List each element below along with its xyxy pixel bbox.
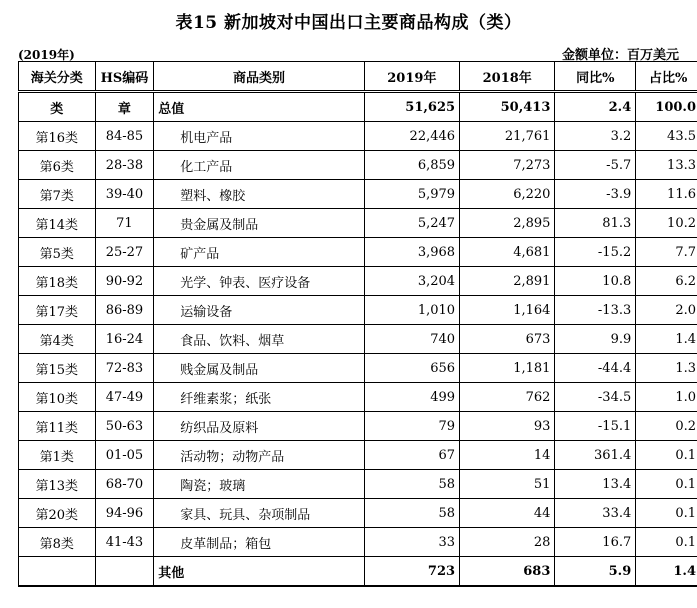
cell-category	[19, 557, 96, 587]
cell-category: 第17类	[19, 296, 96, 325]
cell-name: 陶瓷；玻璃	[154, 470, 364, 499]
cell-yoy: 10.8	[555, 267, 636, 296]
cell-hs: 90-92	[95, 267, 154, 296]
cell-name: 矿产品	[154, 238, 364, 267]
cell-category: 第7类	[19, 180, 96, 209]
cell-name: 光学、钟表、医疗设备	[154, 267, 364, 296]
cell-2018: 1,164	[460, 296, 555, 325]
cell-2019: 6,859	[364, 151, 459, 180]
cell-hs: 84-85	[95, 122, 154, 151]
cell-2019: 58	[364, 499, 459, 528]
cell-yoy: 361.4	[555, 441, 636, 470]
cell-category: 第13类	[19, 470, 96, 499]
cell-2018: 7,273	[460, 151, 555, 180]
cell-name: 纺织品及原料	[154, 412, 364, 441]
table-row	[19, 383, 697, 412]
total-share: 100.0	[636, 92, 697, 122]
cell-yoy: -5.7	[555, 151, 636, 180]
cell-2019: 5,979	[364, 180, 459, 209]
cell-category: 第4类	[19, 325, 96, 354]
cell-2018: 2,891	[460, 267, 555, 296]
header-2018: 2018年	[460, 62, 555, 92]
cell-2018: 673	[460, 325, 555, 354]
header-yoy: 同比%	[555, 62, 636, 92]
cell-2019: 22,446	[364, 122, 459, 151]
cell-hs	[95, 557, 154, 587]
cell-category: 第6类	[19, 151, 96, 180]
cell-yoy: 33.4	[555, 499, 636, 528]
cell-hs: 28-38	[95, 151, 154, 180]
cell-2018: 4,681	[460, 238, 555, 267]
cell-share: 0.1	[636, 499, 697, 528]
header-row	[19, 62, 697, 92]
cell-category: 第20类	[19, 499, 96, 528]
cell-hs: 94-96	[95, 499, 154, 528]
header-name: 商品类别	[154, 62, 364, 92]
total-row	[19, 92, 697, 122]
cell-name: 化工产品	[154, 151, 364, 180]
cell-hs: 25-27	[95, 238, 154, 267]
table-row	[19, 209, 697, 238]
cell-yoy: -44.4	[555, 354, 636, 383]
cell-2019: 499	[364, 383, 459, 412]
cell-category: 第1类	[19, 441, 96, 470]
cell-name: 贱金属及制品	[154, 354, 364, 383]
cell-2019: 3,204	[364, 267, 459, 296]
table-row	[19, 151, 697, 180]
cell-2018: 762	[460, 383, 555, 412]
cell-yoy: 13.4	[555, 470, 636, 499]
cell-hs: 71	[95, 209, 154, 238]
cell-name: 家具、玩具、杂项制品	[154, 499, 364, 528]
cell-hs: 72-83	[95, 354, 154, 383]
cell-share: 1.3	[636, 354, 697, 383]
total-hs: 章	[95, 92, 154, 122]
cell-name: 纤维素浆；纸张	[154, 383, 364, 412]
cell-yoy: 16.7	[555, 528, 636, 557]
cell-share: 1.4	[636, 325, 697, 354]
cell-2019: 58	[364, 470, 459, 499]
table-row	[19, 296, 697, 325]
cell-category: 第15类	[19, 354, 96, 383]
cell-share: 13.3	[636, 151, 697, 180]
cell-2018: 2,895	[460, 209, 555, 238]
cell-share: 0.1	[636, 441, 697, 470]
cell-2018: 51	[460, 470, 555, 499]
cell-name: 食品、饮料、烟草	[154, 325, 364, 354]
table-header	[19, 62, 697, 92]
cell-category: 第18类	[19, 267, 96, 296]
cell-yoy: 3.2	[555, 122, 636, 151]
cell-hs: 01-05	[95, 441, 154, 470]
cell-yoy: -15.1	[555, 412, 636, 441]
other-row	[19, 557, 697, 587]
cell-yoy: 5.9	[555, 557, 636, 587]
table-row	[19, 325, 697, 354]
header-2019: 2019年	[364, 62, 459, 92]
cell-yoy: -3.9	[555, 180, 636, 209]
cell-hs: 86-89	[95, 296, 154, 325]
cell-share: 1.0	[636, 383, 697, 412]
cell-name: 机电产品	[154, 122, 364, 151]
cell-2018: 21,761	[460, 122, 555, 151]
table-body	[19, 92, 697, 587]
table-row	[19, 412, 697, 441]
cell-category: 第14类	[19, 209, 96, 238]
cell-2019: 79	[364, 412, 459, 441]
cell-name: 皮革制品；箱包	[154, 528, 364, 557]
cell-share: 10.2	[636, 209, 697, 238]
year-note: (2019年)	[18, 48, 75, 62]
cell-yoy: -15.2	[555, 238, 636, 267]
cell-share: 2.0	[636, 296, 697, 325]
table-row	[19, 499, 697, 528]
total-2019: 51,625	[364, 92, 459, 122]
unit-note: 金额单位：百万美元	[561, 48, 679, 63]
cell-2019: 5,247	[364, 209, 459, 238]
table-row	[19, 122, 697, 151]
header-share: 占比%	[636, 62, 697, 92]
total-name: 总值	[154, 92, 364, 122]
cell-name: 运输设备	[154, 296, 364, 325]
total-category: 类	[19, 92, 96, 122]
cell-2019: 67	[364, 441, 459, 470]
cell-2018: 6,220	[460, 180, 555, 209]
export-composition-table	[18, 61, 697, 587]
cell-2018: 93	[460, 412, 555, 441]
cell-share: 7.7	[636, 238, 697, 267]
table-row	[19, 528, 697, 557]
cell-hs: 47-49	[95, 383, 154, 412]
table-row	[19, 354, 697, 383]
cell-hs: 16-24	[95, 325, 154, 354]
cell-2019: 1,010	[364, 296, 459, 325]
table-row	[19, 267, 697, 296]
cell-hs: 39-40	[95, 180, 154, 209]
cell-name: 塑料、橡胶	[154, 180, 364, 209]
header-category: 海关分类	[19, 62, 96, 92]
cell-2018: 44	[460, 499, 555, 528]
cell-2018: 14	[460, 441, 555, 470]
cell-2019: 723	[364, 557, 459, 587]
cell-2019: 33	[364, 528, 459, 557]
table-row	[19, 441, 697, 470]
cell-yoy: 81.3	[555, 209, 636, 238]
cell-name: 活动物；动物产品	[154, 441, 364, 470]
cell-category: 第11类	[19, 412, 96, 441]
table-row	[19, 238, 697, 267]
cell-category: 第5类	[19, 238, 96, 267]
cell-yoy: 9.9	[555, 325, 636, 354]
cell-hs: 41-43	[95, 528, 154, 557]
cell-share: 43.5	[636, 122, 697, 151]
table-row	[19, 470, 697, 499]
cell-category: 第10类	[19, 383, 96, 412]
cell-share: 0.1	[636, 470, 697, 499]
table-title: 表15 新加坡对中国出口主要商品构成（类）	[175, 13, 522, 33]
cell-2018: 683	[460, 557, 555, 587]
cell-share: 0.1	[636, 528, 697, 557]
cell-category: 第16类	[19, 122, 96, 151]
cell-name: 贵金属及制品	[154, 209, 364, 238]
cell-yoy: -34.5	[555, 383, 636, 412]
table-row	[19, 180, 697, 209]
cell-2019: 3,968	[364, 238, 459, 267]
cell-2019: 656	[364, 354, 459, 383]
header-hs: HS编码	[95, 62, 154, 92]
cell-2018: 28	[460, 528, 555, 557]
cell-yoy: -13.3	[555, 296, 636, 325]
total-yoy: 2.4	[555, 92, 636, 122]
cell-hs: 50-63	[95, 412, 154, 441]
cell-2019: 740	[364, 325, 459, 354]
cell-hs: 68-70	[95, 470, 154, 499]
cell-share: 1.4	[636, 557, 697, 587]
cell-share: 11.6	[636, 180, 697, 209]
cell-category: 第8类	[19, 528, 96, 557]
cell-share: 6.2	[636, 267, 697, 296]
cell-name: 其他	[154, 557, 364, 587]
cell-share: 0.2	[636, 412, 697, 441]
cell-2018: 1,181	[460, 354, 555, 383]
total-2018: 50,413	[460, 92, 555, 122]
